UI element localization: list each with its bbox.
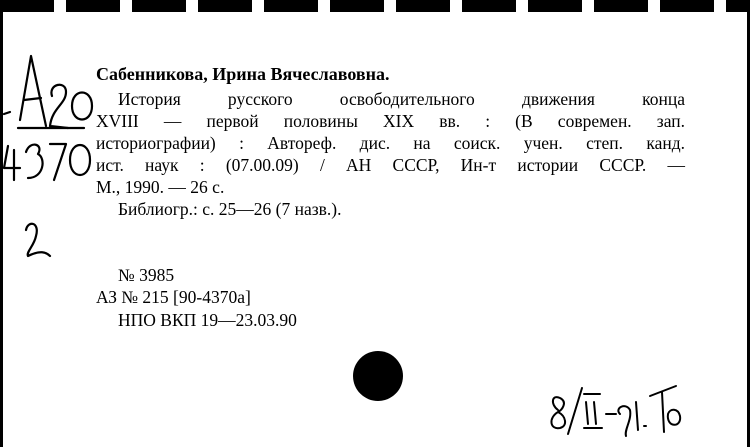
description-line-5: М., 1990. — 26 с. — [96, 177, 225, 197]
registration-number: № 3985 — [118, 265, 175, 285]
description-line-4: ист. наук : (07.00.09) / АН СССР, Ин-т истории СССР. — — [96, 155, 685, 175]
npo-registration: НПО ВКП 19—23.03.90 — [118, 310, 297, 330]
bibliography-note: Библиогр.: с. 25—26 (7 назв.). — [118, 199, 342, 219]
description-line-1: История русского освободительного движения конца — [118, 89, 685, 109]
handwritten-copy-mark — [26, 224, 50, 256]
punch-hole — [353, 351, 403, 401]
description-line-3: историографии) : Автореф. дис. на соиск. учен. степ. канд. — [96, 133, 685, 153]
az-number: АЗ № 215 [90-4370а] — [96, 287, 251, 307]
description-line-2: XVIII — первой половины XIX вв. : (В современ. зап. — [96, 111, 685, 131]
card-top-edge — [0, 0, 750, 12]
author-heading: Сабенникова, Ирина Вячеславовна. — [96, 64, 390, 84]
handwritten-letter-a — [20, 56, 46, 126]
handwritten-call-number — [0, 40, 100, 270]
handwritten-date-stamp — [540, 374, 715, 442]
